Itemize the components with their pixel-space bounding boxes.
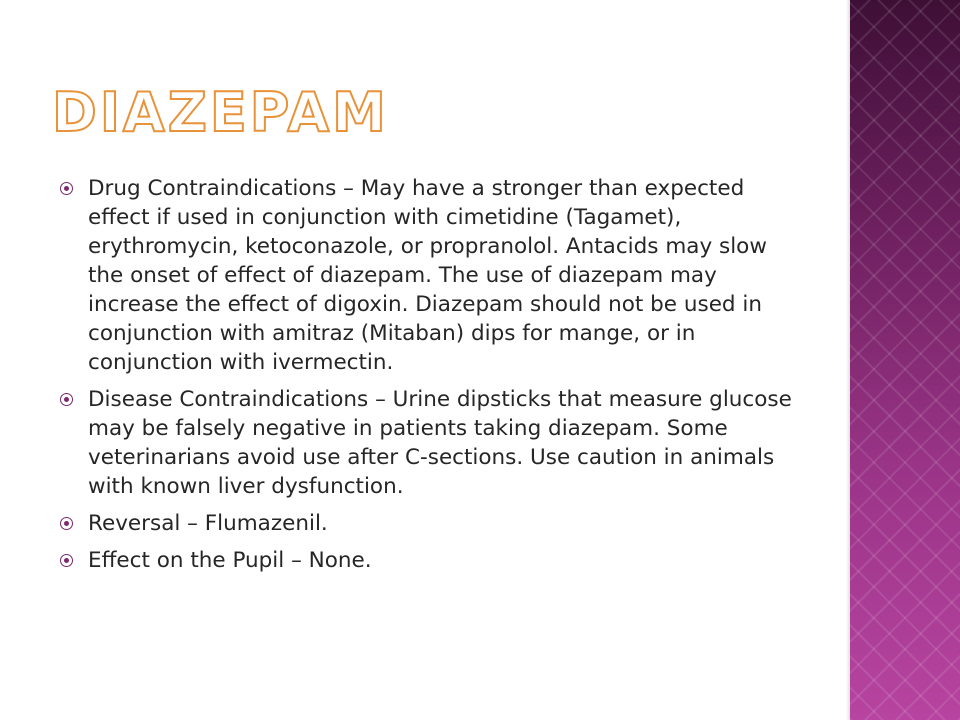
bullet-text: Drug Contraindications – May have a stronger than expected effect if used in conjunction with cimetidine (Tagamet), erythromycin, ketoconazole, or propranolol. Antacids may slow the onset of effect of diazepam. The use of diazepam may increase the effect of digoxin. Diazepam should not be used in conjunction with amitraz (Mitaban) dips for mange, or in conjunction with ivermectin. [88,176,767,375]
decorative-side-panel [850,0,960,720]
target-circle-bullet-icon [60,517,73,530]
bullet-item-reversal [60,509,800,538]
target-circle-bullet-icon [60,393,73,406]
bullet-list [60,174,800,583]
target-circle-bullet-icon [60,554,73,567]
bullet-text: Effect on the Pupil – None. [88,548,372,573]
bullet-text: Reversal – Flumazenil. [88,511,328,536]
bullet-item-drug-contraindications [60,174,800,377]
bullet-item-disease-contraindications [60,385,800,501]
bullet-text: Disease Contraindications – Urine dipsticks that measure glucose may be falsely negative in patients taking diazepam. Some veterinarians avoid use after C-sections. Use caution in animals with known liver dysfunction. [88,387,792,499]
bullet-item-effect-on-pupil [60,546,800,575]
slide-title: DIAZEPAM [52,81,389,144]
target-circle-bullet-icon [60,182,73,195]
